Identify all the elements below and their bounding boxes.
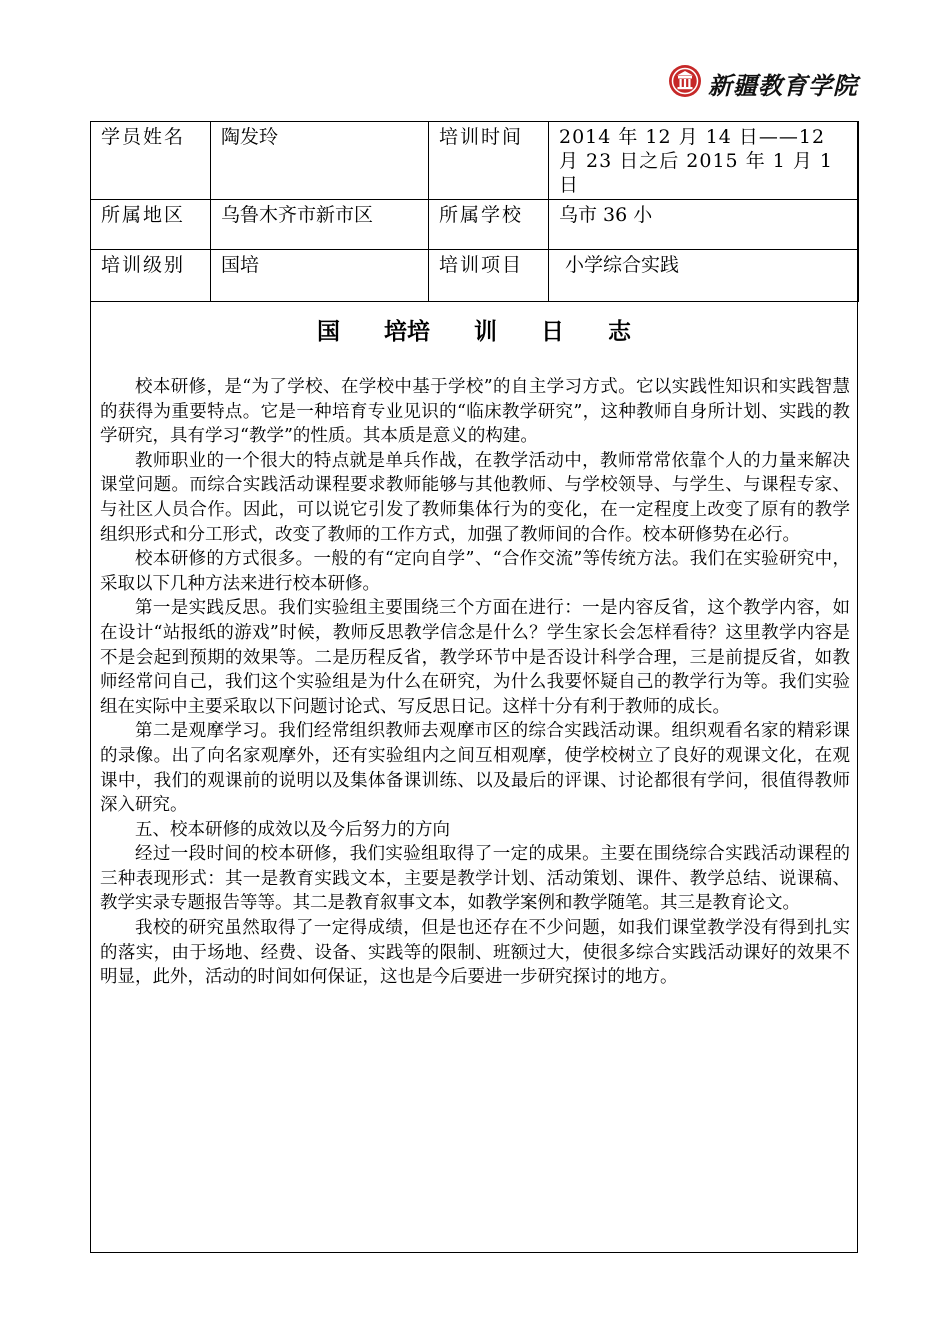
institution-seal-icon xyxy=(668,64,702,98)
log-title-char: 日 xyxy=(541,318,564,345)
institution-logo xyxy=(668,64,878,100)
trainee-info-table xyxy=(90,121,859,302)
log-paragraph: 经过一段时间的校本研修，我们实验组取得了一定的成果。主要在围绕综合实践活动课程的三种表现形式：其一是教育实践文本，主要是教学计划、活动策划、课件、教学总结、说课稿、教学实录专题报告等等。其二是教育叙事文本，如教学案例和教学随笔。其三是教育论文。 xyxy=(100,844,850,914)
log-paragraph: 校本研修，是“为了学校、在学校中基于学校”的自主学习方式。它以实践性知识和实践智慧的获得为重要特点。它是一种培育专业见识的“临床教学研究”，这种教师自身所计划、实践的教学研究，具有学习“教学”的性质。其本质是意义的构建。 xyxy=(100,377,850,447)
institution-logo-text: 新疆教育学院 xyxy=(708,71,858,100)
training-project-label: 培训项目 xyxy=(429,250,549,302)
log-body xyxy=(100,375,850,990)
log-paragraph: 第一是实践反思。我们实验组主要围绕三个方面在进行：一是内容反省，这个教学内容，如在设计“站报纸的游戏”时候，教师反思教学信念是什么？学生家长会怎样看待？这里教学内容是不是会起到预期的效果等。二是历程反省，教学环节中是否设计科学合理，三是前提反省，如教师经常问自己，我们这个实验组是为什么在研究，为什么我要怀疑自己的教学行为等。我们实验组在实际中主要采取以下问题讨论式、写反思日记。这样十分有利于教师的成长。 xyxy=(100,598,850,717)
log-paragraph: 我校的研究虽然取得了一定得成绩，但是也还存在不少问题，如我们课堂教学没有得到扎实的落实，由于场地、经费、设备、实践等的限制、班额过大，使很多综合实践活动课好的效果不明显，此外，活动的时间如何保证，这也是今后要进一步研究探讨的地方。 xyxy=(100,918,850,988)
training-level-value: 国培 xyxy=(211,250,429,302)
trainee-name-label: 学员姓名 xyxy=(91,122,211,200)
training-time-label: 培训时间 xyxy=(429,122,549,200)
log-paragraph: 校本研修的方式很多。一般的有“定向自学”、“合作交流”等传统方法。我们在实验研究中，采取以下几种方法来进行校本研修。 xyxy=(100,549,850,594)
log-title-char: 志 xyxy=(608,318,631,345)
training-project-value: 小学综合实践 xyxy=(549,250,859,302)
training-level-label: 培训级别 xyxy=(91,250,211,302)
table-row xyxy=(91,250,859,302)
region-value: 乌鲁木齐市新市区 xyxy=(211,200,429,250)
log-title-char: 训 xyxy=(474,318,497,345)
log-paragraph: 教师职业的一个很大的特点就是单兵作战，在教学活动中，教师常常依靠个人的力量来解决课堂问题。而综合实践活动课程要求教师能够与其他教师、与学校领导、与学生、与课程专家、与社区人员合作。因此，可以说它引发了教师集体行为的变化，在一定程度上改变了原有的教学组织形式和分工形式，改变了教师的工作方式，加强了教师间的合作。校本研修势在必行。 xyxy=(100,450,850,545)
school-value: 乌市 36 小 xyxy=(549,200,859,250)
log-section-heading: 五、校本研修的成效以及今后努力的方向 xyxy=(135,819,450,840)
table-row xyxy=(91,122,859,200)
region-label: 所属地区 xyxy=(91,200,211,250)
log-title-char: 培培 xyxy=(384,318,430,345)
log-paragraph: 第二是观摩学习。我们经常组织教师去观摩市区的综合实践活动课。组织观看名家的精彩课的录像。出了向名家观摩外，还有实验组内之间互相观摩，使学校树立了良好的观课文化，在观课中，我们的观课前的说明以及集体备课训练、以及最后的评课、讨论都很有学问，很值得教师深入研究。 xyxy=(100,721,850,816)
log-title-char: 国 xyxy=(317,318,340,345)
school-label: 所属学校 xyxy=(429,200,549,250)
log-title xyxy=(90,313,858,346)
trainee-name-value: 陶发玲 xyxy=(211,122,429,200)
training-time-value: 2014 年 12 月 14 日——12 月 23 日之后 2015 年 1 月 1 日 xyxy=(549,122,859,200)
table-row xyxy=(91,200,859,250)
